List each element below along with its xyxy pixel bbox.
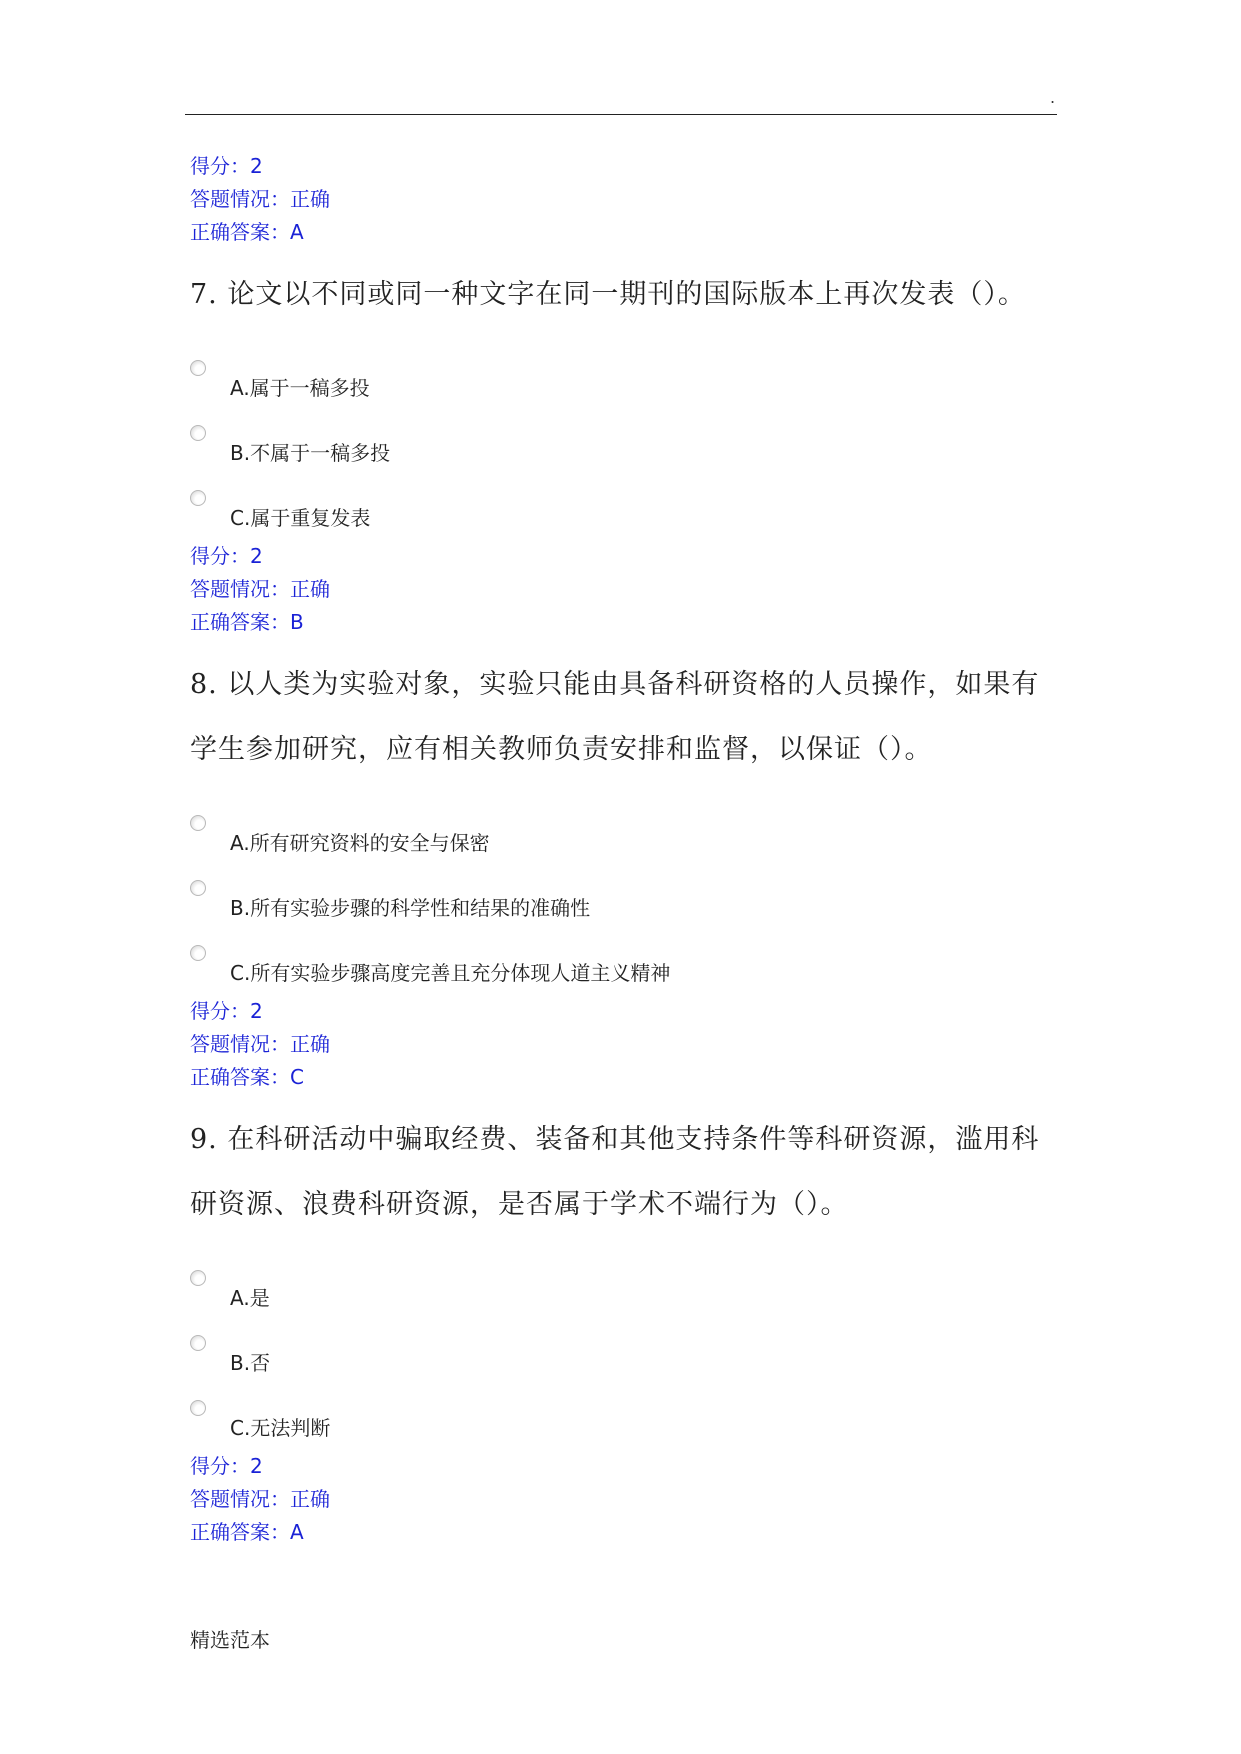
header-rule: [185, 114, 1057, 115]
status-text: 答题情况：正确: [190, 187, 330, 211]
option-label: B.所有实验步骤的科学性和结果的准确性: [230, 896, 591, 920]
radio-button[interactable]: [190, 425, 206, 441]
radio-button[interactable]: [190, 360, 206, 376]
question-9: [190, 1107, 1090, 1237]
question-line: 研资源、浪费科研资源，是否属于学术不端行为（）。: [190, 1189, 849, 1220]
radio-button[interactable]: [190, 815, 206, 831]
option-label: B.否: [230, 1351, 271, 1375]
answer-text: 正确答案：A: [190, 1520, 304, 1544]
option-label: A.是: [230, 1286, 270, 1310]
answer-text: 正确答案：C: [190, 1065, 304, 1089]
footer-text: 精选范本: [190, 1628, 270, 1652]
score-text: 得分：2: [190, 544, 263, 568]
option-label: B.不属于一稿多投: [230, 441, 391, 465]
result-block-q8: [190, 995, 330, 1094]
answer-text: 正确答案：B: [190, 610, 304, 634]
radio-button[interactable]: [190, 1270, 206, 1286]
option-label: C.属于重复发表: [230, 506, 371, 530]
status-text: 答题情况：正确: [190, 1032, 330, 1056]
score-text: 得分：2: [190, 1454, 263, 1478]
question-8: [190, 652, 1090, 782]
radio-button[interactable]: [190, 945, 206, 961]
score-text: 得分：2: [190, 154, 263, 178]
option-label: A.属于一稿多投: [230, 376, 370, 400]
question-line: 8. 以人类为实验对象，实验只能由具备科研资格的人员操作，如果有: [190, 669, 1040, 700]
option-label: A.所有研究资料的安全与保密: [230, 831, 490, 855]
question-line: 9. 在科研活动中骗取经费、装备和其他支持条件等科研资源，滥用科: [190, 1124, 1040, 1155]
question-line: 7. 论文以不同或同一种文字在同一期刊的国际版本上再次发表（）。: [190, 279, 1026, 310]
question-7: [190, 262, 1090, 327]
result-block-q9: [190, 1450, 330, 1549]
radio-button[interactable]: [190, 490, 206, 506]
answer-text: 正确答案：A: [190, 220, 304, 244]
result-block-q6: [190, 150, 330, 249]
radio-button[interactable]: [190, 880, 206, 896]
radio-button[interactable]: [190, 1335, 206, 1351]
status-text: 答题情况：正确: [190, 1487, 330, 1511]
radio-button[interactable]: [190, 1400, 206, 1416]
score-text: 得分：2: [190, 999, 263, 1023]
question-line: 学生参加研究，应有相关教师负责安排和监督，以保证（）。: [190, 734, 933, 765]
option-label: C.无法判断: [230, 1416, 331, 1440]
option-label: C.所有实验步骤高度完善且充分体现人道主义精神: [230, 961, 671, 985]
header-dot: .: [1050, 88, 1056, 107]
result-block-q7: [190, 540, 330, 639]
status-text: 答题情况：正确: [190, 577, 330, 601]
